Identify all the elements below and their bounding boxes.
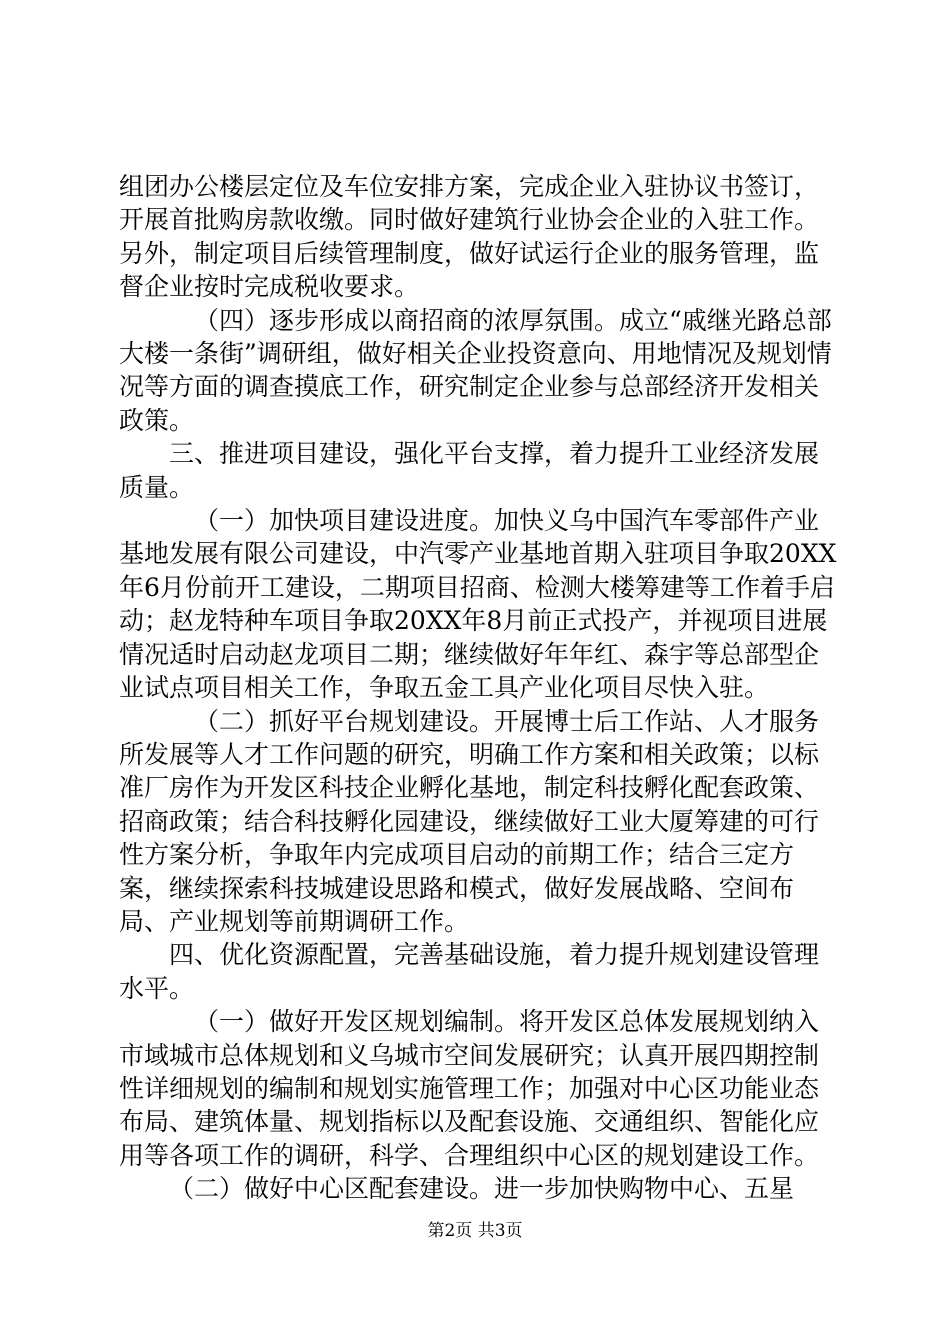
paragraph-zone-planning: （一）做好开发区规划编制。将开发区总体发展规划纳入市域城市总体规划和义乌城市空间发展研究；认真开展四期控制性详细规划的编制和规划实施管理工作；加强对中心区功能业态布局、建筑体量、规划指标以及配套设施、交通组织、智能化应用等各项工作的调研，科学、合理组织中心区的规划建设工作。	[119, 1007, 820, 1170]
paragraph-section-4: （四）逐步形成以商招商的浓厚氛围。成立“戚继光路总部大楼一条街”调研组，做好相关企业投资意向、用地情况及规划情况等方面的调查摸底工作，研究制定企业参与总部经济开发相关政策。	[119, 305, 832, 435]
heading-part-3: 三、推进项目建设，强化平台支撑，着力提升工业经济发展质量。	[119, 439, 820, 502]
document-body	[119, 170, 839, 1206]
paragraph-platform-planning: （二）抓好平台规划建设。开展博士后工作站、人才服务所发展等人才工作问题的研究，明确工作方案和相关政策；以标准厂房作为开发区科技企业孵化基地，制定科技孵化配套政策、招商政策；结合科技孵化园建设，继续做好工业大厦筹建的可行性方案分析，争取年内完成项目启动的前期工作；结合三定方案，继续探索科技城建设思路和模式，做好发展战略、空间布局、产业规划等前期调研工作。	[119, 706, 820, 936]
paragraph-center-construction: （二）做好中心区配套建设。进一步加快购物中心、五星	[169, 1174, 795, 1204]
paragraph-project-progress: （一）加快项目建设进度。加快义乌中国汽车零部件产业基地发展有限公司建设，中汽零产业基地首期入驻项目争取20XX年6月份前开工建设，二期项目招商、检测大楼筹建等工作着手启动；赵龙特种车项目争取20XX年8月前正式投产，并视项目进展情况适时启动赵龙项目二期；继续做好年年红、森宇等总部型企业试点项目相关工作，争取五金工具产业化项目尽快入驻。	[119, 506, 837, 703]
heading-part-4: 四、优化资源配置，完善基础设施，着力提升规划建设管理水平。	[119, 940, 820, 1003]
page-number-footer: 第2页 共3页	[427, 1221, 523, 1241]
paragraph-continuation: 组团办公楼层定位及车位安排方案，完成企业入驻协议书签订，开展首批购房款收缴。同时做好建筑行业协会企业的入驻工作。另外，制定项目后续管理制度，做好试运行企业的服务管理，监督企业按时完成税收要求。	[119, 172, 820, 302]
